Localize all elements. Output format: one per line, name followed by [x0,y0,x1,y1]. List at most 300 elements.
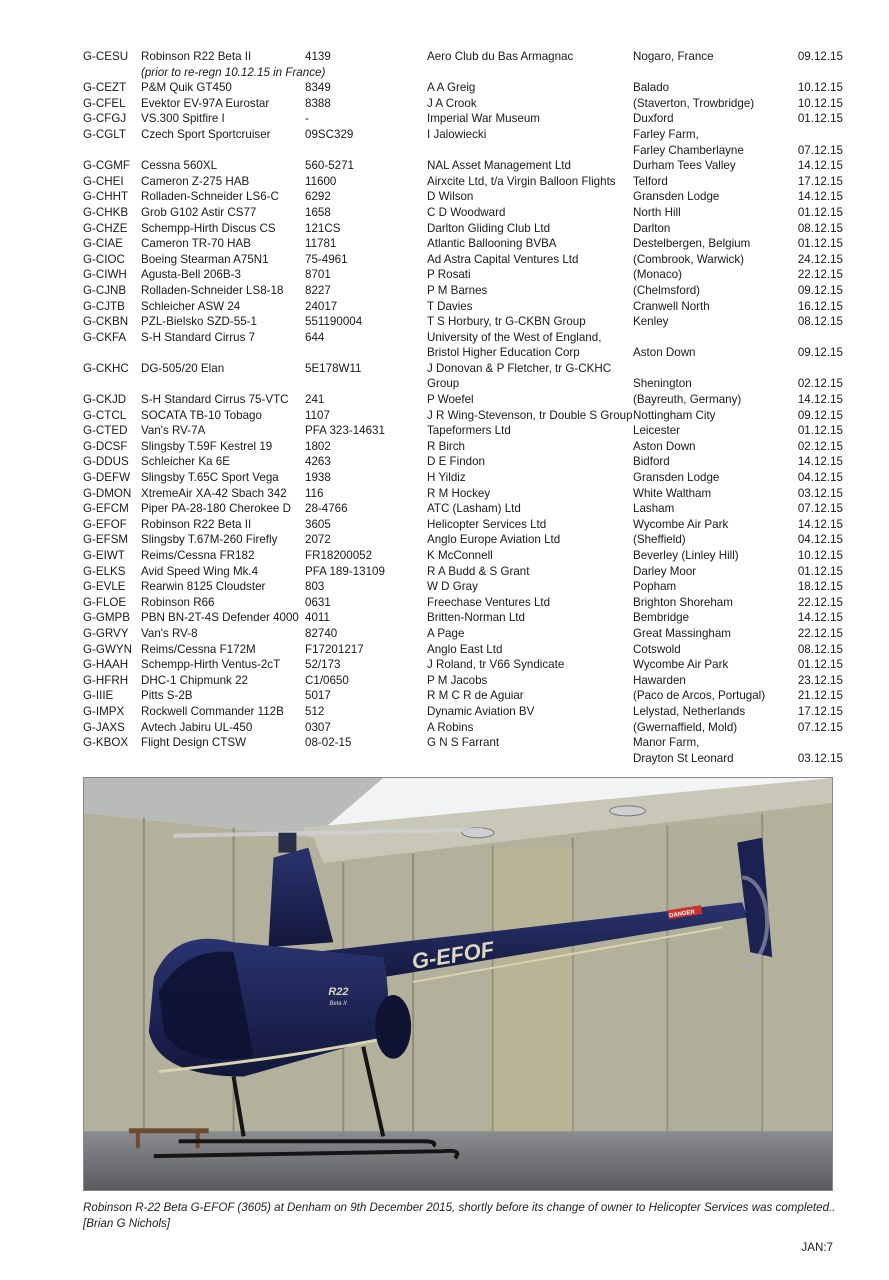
cell-base: (Chelmsford) [633,283,700,297]
cell-aircraft-type: S-H Standard Cirrus 75-VTC [141,393,289,407]
cell-aircraft-type: (prior to re-regn 10.12.15 in France) [141,65,326,79]
register-row [83,361,843,377]
cell-base: Gransden Lodge [633,471,720,485]
cell-aircraft-type: Schempp-Hirth Discus CS [141,221,276,235]
cell-aircraft-type: Van's RV-8 [141,626,198,640]
cell-aircraft-type [141,143,305,159]
cell-registration: G-JAXS [83,720,125,734]
cell-date: 18.12.15 [797,580,843,594]
cell-registration: G-CKHC [83,361,129,375]
cell-constructor-number: 241 [305,393,325,407]
cell-aircraft-type [141,376,305,392]
cell-date: 07.12.15 [797,720,843,734]
cell-registration: G-EFOF [83,517,127,531]
cell-registration: G-IMPX [83,704,125,718]
hangar-light-2 [610,806,646,816]
cell-base: Shenington [633,377,692,391]
cell-constructor-number: 121CS [305,221,341,235]
door-highlight [493,848,573,1137]
cell-date: 09.12.15 [797,50,843,63]
cell-aircraft-type: PZL-Bielsko SZD-55-1 [141,315,257,329]
cell-date: 04.12.15 [797,471,843,485]
cell-aircraft-type: Reims/Cessna FR182 [141,549,255,562]
cell-constructor-number: 11600 [305,174,337,188]
register-row [83,236,843,252]
cell-date: 22.12.15 [797,268,843,282]
register-row [83,221,843,237]
photo-caption [83,1200,843,1232]
cell-date: 21.12.15 [797,689,843,703]
cell-owner: Ad Astra Capital Ventures Ltd [427,252,579,266]
cell-constructor-number: 8349 [305,81,331,95]
register-row [83,252,843,268]
cell-owner [427,143,633,159]
cell-owner: H Yildiz [427,471,466,485]
cell-registration: G-EFCM [83,502,129,516]
cell-registration: G-CJTB [83,299,125,313]
cell-date: 24.12.15 [797,252,843,266]
cell-base: Wycombe Air Park [633,517,729,531]
cell-aircraft-type: Robinson R22 Beta II [141,517,252,531]
register-table [83,49,843,766]
cell-registration: G-KBOX [83,736,129,750]
cell-date: 07.12.15 [797,502,843,516]
cell-registration: G-HFRH [83,673,129,687]
cell-owner: D E Findon [427,455,485,469]
cell-base: (Bayreuth, Germany) [633,393,742,407]
cell-aircraft-type: Rolladen-Schneider LS8-18 [141,283,284,297]
cell-constructor-number: 1802 [305,439,331,453]
register-row [83,532,843,548]
cell-base: Drayton St Leonard [633,751,734,765]
cell-constructor-number [305,376,427,392]
cell-date: 07.12.15 [797,143,843,157]
register-row [83,673,843,689]
cell-owner: J A Crook [427,96,477,110]
cell-aircraft-type [141,345,305,361]
cell-constructor-number: 560-5271 [305,159,354,173]
cell-constructor-number: 75-4961 [305,252,348,266]
cell-base: Gransden Lodge [633,190,720,204]
cell-registration: G-DCSF [83,439,128,453]
cell-constructor-number: 4263 [305,455,331,469]
cell-base: (Gwernaffield, Mold) [633,720,738,734]
cell-date [783,361,843,377]
cell-date: 03.12.15 [797,751,843,765]
cell-aircraft-type: S-H Standard Cirrus 7 [141,330,256,344]
register-row [83,517,843,533]
cell-base: Lelystad, Netherlands [633,704,746,718]
cell-constructor-number [305,751,427,767]
cell-date: 03.12.15 [797,486,843,500]
cell-constructor-number: F17201217 [305,642,364,656]
cell-owner: Group [427,377,460,391]
register-row [83,595,843,611]
register-row [83,735,843,751]
cell-date: 14.12.15 [797,159,843,173]
cell-date: 02.12.15 [797,377,843,391]
register-row [83,127,843,143]
register-row [83,626,843,642]
cell-constructor-number: 2072 [305,533,331,547]
engine-exhaust [375,995,411,1059]
cell-aircraft-type: Cameron Z-275 HAB [141,174,250,188]
register-row [83,65,843,81]
cell-aircraft-type: Slingsby T.65C Sport Vega [141,471,279,485]
cell-owner: A Page [427,626,465,640]
cell-aircraft-type: XtremeAir XA-42 Sbach 342 [141,486,287,500]
cell-aircraft-type: Cameron TR-70 HAB [141,237,251,251]
cell-date [783,65,843,81]
cell-base: Hawarden [633,673,686,687]
caption-text: Robinson R-22 Beta G-EFOF (3605) at Denham on 9th December 2015, shortly before its change of owner to Helicopter Services was completed.. [83,1201,836,1214]
cell-owner [427,751,633,767]
cell-base: Wycombe Air Park [633,658,729,672]
cell-base: Telford [633,174,668,188]
cell-constructor-number: 4139 [305,50,331,63]
register-row [83,688,843,704]
cell-owner: T S Horbury, tr G-CKBN Group [427,315,586,329]
cell-registration [83,143,141,159]
cell-registration: G-CEZT [83,81,127,95]
cell-constructor-number: 803 [305,580,325,594]
cell-constructor-number: 08-02-15 [305,736,352,750]
cell-base: Great Massingham [633,626,731,640]
cell-aircraft-type: SOCATA TB-10 Tobago [141,408,262,422]
cell-date: 01.12.15 [797,424,843,438]
cell-base: Lasham [633,502,675,516]
cell-registration: G-GWYN [83,642,132,656]
cell-base: Popham [633,580,677,594]
cell-registration: G-CIOC [83,252,125,266]
cell-base: Bembridge [633,611,690,625]
cell-base: Cranwell North [633,299,710,313]
cell-aircraft-type: Grob G102 Astir CS77 [141,205,257,219]
cell-aircraft-type: PBN BN-2T-4S Defender 4000 [141,611,299,625]
cell-base: North Hill [633,205,681,219]
cell-base: (Staverton, Trowbridge) [633,96,755,110]
cell-owner: Tapeformers Ltd [427,424,511,438]
cell-base: Nogaro, France [633,50,714,63]
cell-aircraft-type: Schleicher ASW 24 [141,299,241,313]
cell-owner: University of the West of England, [427,330,602,344]
cell-constructor-number: 52/173 [305,658,341,672]
cell-date: 16.12.15 [797,299,843,313]
cell-registration: G-CTED [83,424,128,438]
cell-date: 01.12.15 [797,205,843,219]
cell-constructor-number: 512 [305,704,325,718]
cell-owner: Airxcite Ltd, t/a Virgin Balloon Flights [427,174,616,188]
register-row [83,751,843,767]
cell-base: Destelbergen, Belgium [633,237,751,251]
cell-constructor-number: 551190004 [305,315,363,329]
cell-constructor-number [305,345,427,361]
cell-registration: G-IIIE [83,689,114,703]
register-row [83,143,843,159]
nose-model-label: R22 [328,985,349,998]
register-row [83,486,843,502]
tail-warning-text: DANGER [668,909,696,920]
cell-registration: G-CGMF [83,159,131,173]
cell-aircraft-type: Avtech Jabiru UL-450 [141,720,253,734]
nose-model-sublabel: Beta II [329,1000,347,1007]
cell-owner: D Wilson [427,190,474,204]
register-row [83,579,843,595]
cell-constructor-number: 644 [305,330,325,344]
cell-registration: G-EIWT [83,549,125,562]
cell-registration: G-ELKS [83,564,126,578]
cell-date: 14.12.15 [797,517,843,531]
cell-registration: G-CHZE [83,221,128,235]
cell-registration: G-GRVY [83,626,129,640]
register-row [83,283,843,299]
register-row [83,408,843,424]
cell-date: 22.12.15 [797,626,843,640]
register-row [83,314,843,330]
cell-owner: J Roland, tr V66 Syndicate [427,658,565,672]
cell-constructor-number: 11781 [305,237,337,251]
cell-date [783,127,843,143]
cell-owner: P M Jacobs [427,673,488,687]
cell-owner: Aero Club du Bas Armagnac [427,50,574,63]
cell-base: White Waltham [633,486,712,500]
cell-date: 01.12.15 [797,658,843,672]
cell-registration: G-CTCL [83,408,127,422]
register-row [83,267,843,283]
cell-registration: G-GMPB [83,611,131,625]
cell-constructor-number: 0631 [305,595,331,609]
cell-base: (Paco de Arcos, Portugal) [633,689,766,703]
cell-registration: G-CHEI [83,174,124,188]
cell-aircraft-type [141,751,305,767]
cell-constructor-number: 8701 [305,268,331,282]
cell-owner: A Robins [427,720,474,734]
cell-registration: G-DEFW [83,471,131,485]
cell-date: 02.12.15 [797,439,843,453]
cell-aircraft-type: Robinson R66 [141,595,215,609]
cell-base: Durham Tees Valley [633,159,736,173]
cell-owner: Dynamic Aviation BV [427,704,535,718]
cell-registration: G-EFSM [83,533,129,547]
cell-registration: G-DMON [83,486,132,500]
helicopter-photo [83,777,833,1191]
cell-constructor-number: 0307 [305,720,331,734]
cell-registration: G-CHKB [83,205,129,219]
cell-registration: G-CGLT [83,127,126,141]
register-row [83,501,843,517]
cell-registration [83,345,141,361]
cell-owner: Darlton Gliding Club Ltd [427,221,551,235]
cell-constructor-number: C1/0650 [305,673,349,687]
cell-registration: G-EVLE [83,580,126,594]
cell-constructor-number: 1938 [305,471,331,485]
register-row [83,470,843,486]
cell-owner: A A Greig [427,81,476,95]
cell-owner: Helicopter Services Ltd [427,517,547,531]
register-row [83,610,843,626]
register-row [83,704,843,720]
register-row [83,642,843,658]
cell-owner [427,65,633,81]
cell-aircraft-type: Agusta-Bell 206B-3 [141,268,241,282]
cell-owner: R M C R de Aguiar [427,689,524,703]
cell-aircraft-type: Schleicher Ka 6E [141,455,230,469]
cell-date: 04.12.15 [797,533,843,547]
cell-base: Duxford [633,112,674,126]
register-row [83,299,843,315]
cell-base: (Combrook, Warwick) [633,252,745,266]
cell-registration: G-CFGJ [83,112,127,126]
register-row [83,111,843,127]
cell-registration: G-CFEL [83,96,126,110]
register-row [83,392,843,408]
cell-owner: Bristol Higher Education Corp [427,346,580,360]
cell-base: Balado [633,81,670,95]
cell-aircraft-type: Slingsby T.67M-260 Firefly [141,533,278,547]
register-row [83,454,843,470]
rotor-mast [278,833,296,853]
cell-date: 22.12.15 [797,595,843,609]
cell-aircraft-type: DG-505/20 Elan [141,361,225,375]
cell-owner: J Donovan & P Fletcher, tr G-CKHC [427,361,612,375]
register-row [83,439,843,455]
cell-aircraft-type: Van's RV-7A [141,424,206,438]
cell-owner: R Birch [427,439,466,453]
cell-constructor-number: 8227 [305,283,331,297]
cell-date: 09.12.15 [797,346,843,360]
cell-aircraft-type: Rearwin 8125 Cloudster [141,580,266,594]
cell-base: Cotswold [633,642,681,656]
cell-aircraft-type: Pitts S-2B [141,689,193,703]
cell-date: 14.12.15 [797,455,843,469]
cell-registration: G-CHHT [83,190,129,204]
cell-constructor-number: 6292 [305,190,331,204]
cell-constructor-number: 1107 [305,408,330,422]
register-row [83,345,843,361]
cell-date: 08.12.15 [797,315,843,329]
cell-base: Aston Down [633,439,696,453]
register-row [83,423,843,439]
cell-constructor-number: PFA 189-13109 [305,564,385,578]
cell-owner: Britten-Norman Ltd [427,611,525,625]
cell-constructor-number: FR18200052 [305,549,373,562]
cell-base: Darley Moor [633,564,697,578]
cell-base: Kenley [633,315,669,329]
cell-registration [83,751,141,767]
register-row [83,205,843,221]
cell-owner: Anglo East Ltd [427,642,503,656]
cell-registration [83,376,141,392]
cell-base: Leicester [633,424,681,438]
cell-base: Aston Down [633,346,696,360]
cell-registration: G-DDUS [83,455,129,469]
cell-date: 09.12.15 [797,283,843,297]
cell-constructor-number: 5017 [305,689,331,703]
cell-aircraft-type: Slingsby T.59F Kestrel 19 [141,439,273,453]
page-number: JAN:7 [801,1241,833,1254]
cell-owner: Imperial War Museum [427,112,540,126]
cell-owner: R A Budd & S Grant [427,564,530,578]
cell-owner: ATC (Lasham) Ltd [427,502,521,516]
cell-aircraft-type: Boeing Stearman A75N1 [141,252,269,266]
fuselage-registration: G-EFOF [409,936,496,975]
cell-aircraft-type: Reims/Cessna F172M [141,642,256,656]
cell-date: 14.12.15 [797,393,843,407]
cell-base [633,65,783,81]
cell-date: 17.12.15 [797,174,843,188]
cell-owner: C D Woodward [427,205,506,219]
cell-date: 09.12.15 [797,408,843,422]
cell-constructor-number: 09SC329 [305,127,354,141]
cell-constructor-number: 24017 [305,299,338,313]
cell-base [633,330,783,346]
cell-date [783,735,843,751]
cell-date: 01.12.15 [797,112,843,126]
cell-owner: Anglo Europe Aviation Ltd [427,533,561,547]
cell-date: 10.12.15 [797,549,843,562]
cell-aircraft-type: Rockwell Commander 112B [141,704,284,718]
cell-constructor-number: - [305,112,309,126]
cell-owner: NAL Asset Management Ltd [427,159,571,173]
cell-registration: G-CKFA [83,330,127,344]
cell-constructor-number [305,143,427,159]
cell-aircraft-type: P&M Quik GT450 [141,81,232,95]
cell-date: 23.12.15 [797,673,843,687]
cell-owner: I Jalowiecki [427,127,487,141]
register-row [83,548,843,564]
cell-owner: P Rosati [427,268,471,282]
cell-date: 10.12.15 [797,81,843,95]
register-row [83,720,843,736]
register-row [83,174,843,190]
cell-owner: R M Hockey [427,486,491,500]
cell-owner: K McConnell [427,549,493,562]
cell-registration: G-CIWH [83,268,127,282]
cell-owner: P M Barnes [427,283,488,297]
cell-registration: G-CIAE [83,237,123,251]
cell-aircraft-type: Avid Speed Wing Mk.4 [141,564,259,578]
cell-owner: G N S Farrant [427,736,500,750]
cell-registration: G-CKJD [83,393,127,407]
cell-base: (Sheffield) [633,533,686,547]
cell-base: (Monaco) [633,268,682,282]
cell-constructor-number: PFA 323-14631 [305,424,385,438]
cell-date: 17.12.15 [797,704,843,718]
cell-aircraft-type: DHC-1 Chipmunk 22 [141,673,248,687]
cell-date: 01.12.15 [797,564,843,578]
register-row [83,158,843,174]
cell-owner: W D Gray [427,580,478,594]
cell-base: Farley Farm, [633,127,699,141]
cell-registration: G-FLOE [83,595,127,609]
cell-constructor-number: 28-4766 [305,502,348,516]
cell-date: 08.12.15 [797,642,843,656]
cell-date: 14.12.15 [797,190,843,204]
cell-registration: G-CKBN [83,315,129,329]
caption-credit: [Brian G Nichols] [83,1217,170,1230]
cell-registration: G-HAAH [83,658,129,672]
cell-constructor-number: 5E178W11 [305,361,362,375]
cell-date [783,330,843,346]
cell-constructor-number: 4011 [305,611,330,625]
cell-aircraft-type: Schempp-Hirth Ventus-2cT [141,658,281,672]
cell-aircraft-type: Piper PA-28-180 Cherokee D [141,502,291,516]
cell-registration [83,65,141,81]
cell-base: Nottingham City [633,408,716,422]
cell-base: Farley Chamberlayne [633,143,744,157]
cell-aircraft-type: Flight Design CTSW [141,736,247,750]
cell-date: 08.12.15 [797,221,843,235]
